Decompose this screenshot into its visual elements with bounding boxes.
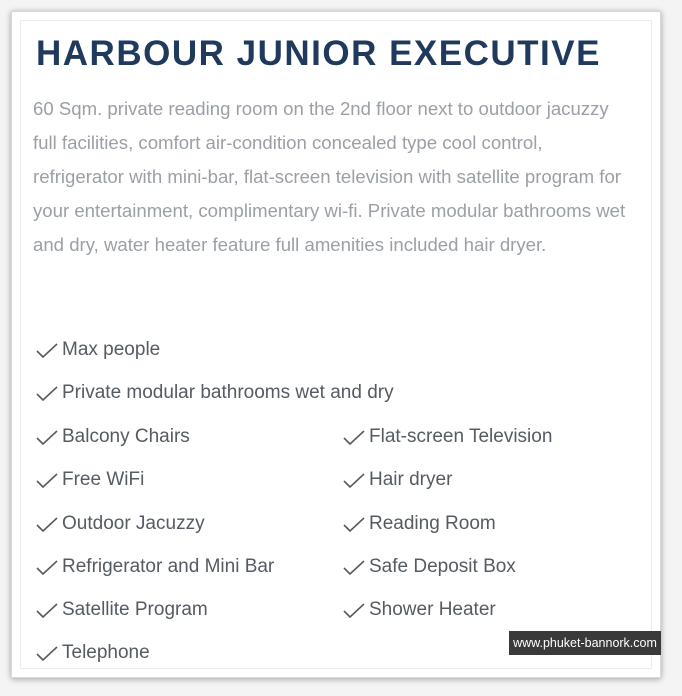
amenity-item <box>343 512 496 536</box>
check-icon <box>36 384 58 402</box>
amenity-label: Private modular bathrooms wet and dry <box>62 382 394 403</box>
amenity-item <box>36 381 394 405</box>
check-icon <box>343 601 365 619</box>
amenity-item <box>36 425 190 449</box>
amenity-item <box>343 555 516 579</box>
amenity-item <box>343 468 452 492</box>
amenity-label: Satellite Program <box>62 599 208 620</box>
check-icon <box>343 471 365 489</box>
amenity-item <box>36 468 144 492</box>
amenity-item <box>343 598 496 622</box>
room-description: 60 Sqm. private reading room on the 2nd floor next to outdoor jacuzzy full facilities, comfort air-condition concealed type cool control, refrigerator with mini-bar, flat-screen television with satellite program for your entertainment, complimentary wi-fi. Private modular bathrooms wet and dry, water heater feature full amenities included hair dryer. <box>33 98 626 255</box>
amenity-label: Telephone <box>62 642 150 663</box>
amenity-label: Safe Deposit Box <box>369 556 516 577</box>
check-icon <box>343 515 365 533</box>
amenity-item <box>36 512 205 536</box>
check-icon <box>343 558 365 576</box>
amenity-label: Shower Heater <box>369 599 496 620</box>
amenity-label: Hair dryer <box>369 469 453 490</box>
amenity-item <box>36 598 208 622</box>
amenity-label: Free WiFi <box>62 469 145 490</box>
check-icon <box>36 558 58 576</box>
check-icon <box>36 471 58 489</box>
amenity-label: Max people <box>62 339 161 360</box>
amenity-item <box>36 338 160 362</box>
check-icon <box>36 644 58 662</box>
watermark: www.phuket-bannork.com <box>509 631 661 655</box>
amenity-item <box>36 555 274 579</box>
check-icon <box>36 341 58 359</box>
amenity-label: Outdoor Jacuzzy <box>62 513 205 534</box>
amenity-item <box>36 641 150 665</box>
check-icon <box>343 428 365 446</box>
check-icon <box>36 428 58 446</box>
amenity-label: Balcony Chairs <box>62 426 190 447</box>
amenity-label: Flat-screen Television <box>369 426 553 447</box>
amenity-item <box>343 425 552 449</box>
check-icon <box>36 601 58 619</box>
room-title: HARBOUR JUNIOR EXECUTIVE <box>36 34 601 73</box>
check-icon <box>36 515 58 533</box>
amenity-label: Reading Room <box>369 513 496 534</box>
amenity-label: Refrigerator and Mini Bar <box>62 556 275 577</box>
